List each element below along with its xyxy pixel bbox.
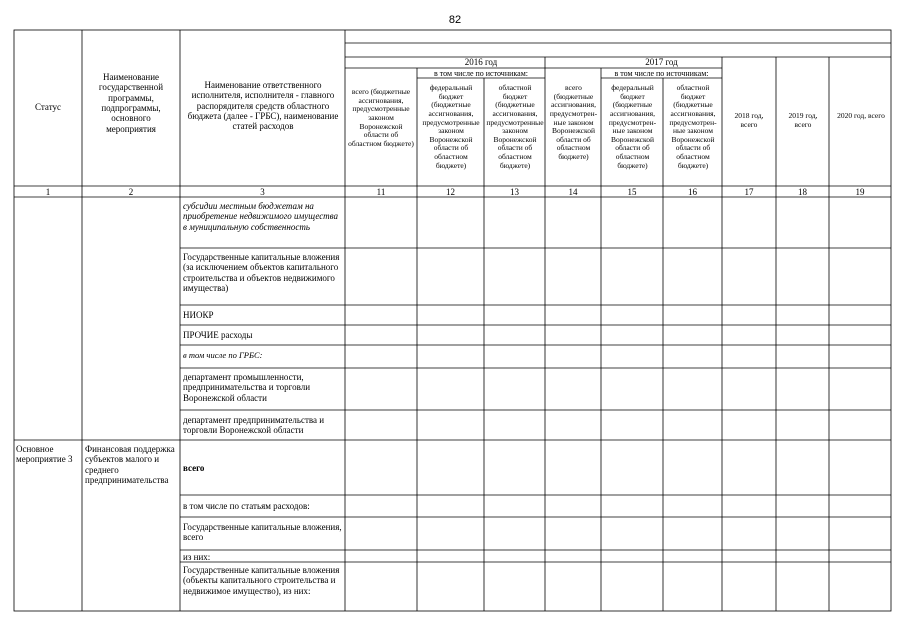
col-num-17: 17 <box>744 187 754 197</box>
row-capital-investments-excl: Государственные капитальные вложения (за исключением объектов капитального строительства и объектов недвижимого имущества) <box>183 252 340 294</box>
col-num-1: 1 <box>45 187 51 197</box>
col-num-14: 14 <box>568 187 578 197</box>
header-regional-2016: областной бюджет (бюджетные ассигнования, предусмотренные законом Воронежской области об областном бюджете) <box>486 83 544 170</box>
status-main-activity-3: Основное мероприятие 3 <box>16 444 73 465</box>
col-num-16: 16 <box>688 187 697 197</box>
row-dept-entrepreneurship: департамент предпринимательства и торговли Воронежской области <box>183 415 325 436</box>
col-num-3: 3 <box>260 187 265 197</box>
page-number: 82 <box>448 14 462 26</box>
col-num-13: 13 <box>510 187 519 197</box>
header-federal-2016: федеральный бюджет (бюджетные ассигнования, предусмотренные законом Воронежской области об областном бюджете) <box>422 83 480 170</box>
header-executor: Наименование ответственного исполнителя, исполнителя - главного распорядителя средств областного бюджета (далее - ГРБС), наименование статей расходов <box>187 80 339 132</box>
row-other-expenses: ПРОЧИЕ расходы <box>183 330 253 340</box>
row-by-grbs: в том числе по ГРБС: <box>183 350 263 360</box>
row-niokr: НИОКР <box>183 310 214 320</box>
header-total-2017: всего (бюджетные ассигнования, предусмотрен-ные законом Воронежской области об областном бюджете) <box>549 83 598 161</box>
header-program: Наименование государственной программы, подпрограммы, основного мероприятия <box>98 72 164 134</box>
header-2018: 2018 год, всего <box>734 111 764 129</box>
header-year-2017: 2017 год <box>645 57 678 67</box>
row-capital-investments-total: Государственные капитальные вложения, всего <box>183 522 342 543</box>
row-total: всего <box>183 463 205 473</box>
header-including-2016: в том числе по источникам: <box>434 69 528 78</box>
header-year-2016: 2016 год <box>464 57 498 67</box>
row-capital-investments-objects: Государственные капитальные вложения (объекты капитального строительства и недвижимое имущество), из них: <box>183 565 340 596</box>
col-num-15: 15 <box>627 187 637 197</box>
row-by-expense-items: в том числе по статьям расходов: <box>183 501 310 511</box>
col-num-18: 18 <box>798 187 807 197</box>
header-2020: 2020 год, всего <box>837 111 885 120</box>
col-num-19: 19 <box>855 187 865 197</box>
row-of-which: из них: <box>183 552 211 562</box>
col-num-2: 2 <box>128 187 134 197</box>
header-status: Статус <box>35 102 61 112</box>
col-num-12: 12 <box>446 187 455 197</box>
row-subsidies: субсидии местным бюджетам на приобретение недвижимого имущества в муниципальную собственность <box>183 201 339 232</box>
program-main-activity-3: Финансовая поддержка субъектов малого и среднего предпринимательства <box>85 444 175 486</box>
header-including-2017: в том числе по источникам: <box>614 69 709 78</box>
header-regional-2017: областной бюджет (бюджетные ассигнования, предусмотрен-ные законом Воронежской области об областном бюджете) <box>669 83 717 170</box>
header-2019: 2019 год, всего <box>788 111 818 129</box>
row-dept-industry: департамент промышленности, предпринимательства и торговли Воронежской области <box>183 372 311 403</box>
header-total-2016: всего (бюджетные ассигнования, предусмотренные законом Воронежской области об областном бюджете) <box>348 87 414 148</box>
col-num-11: 11 <box>376 187 386 197</box>
header-federal-2017: федеральный бюджет (бюджетные ассигнования, предусмотрен-ные законом Воронежской области об областном бюджете) <box>608 83 657 170</box>
